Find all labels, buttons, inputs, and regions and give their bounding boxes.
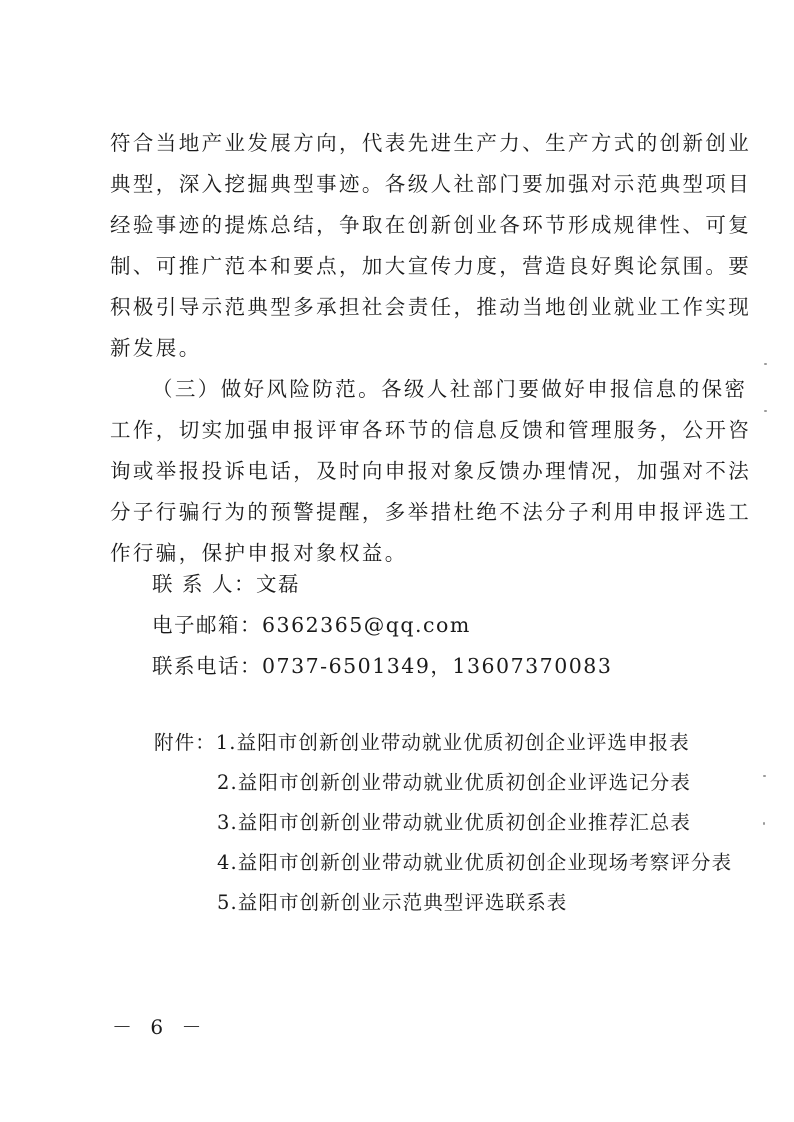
body-line: 询或举报投诉电话，及时向申报对象反馈办理情况，加强对不法	[110, 459, 752, 483]
attachment-item: 3.益阳市创新创业带动就业优质初创企业推荐汇总表	[217, 811, 692, 834]
scan-speck	[763, 775, 766, 777]
attachment-item: 5.益阳市创新创业示范典型评选联系表	[217, 891, 568, 914]
scan-speck	[763, 822, 765, 825]
page-number: － 6 －	[112, 1015, 208, 1039]
body-line: 制、可推广范本和要点，加大宣传力度，营造良好舆论氛围。要	[110, 254, 752, 278]
attachment-item: 4.益阳市创新创业带动就业优质初创企业现场考察评分表	[217, 851, 733, 874]
contact-person: 联 系 人：文磊	[152, 572, 301, 596]
contact-phone: 联系电话：0737-6501349，13607370083	[152, 654, 613, 678]
body-line: 分子行骗行为的预警提醒，多举措杜绝不法分子利用申报评选工	[110, 500, 752, 524]
body-line: 新发展。	[110, 336, 202, 360]
body-line: 符合当地产业发展方向，代表先进生产力、生产方式的创新创业	[110, 131, 752, 155]
body-line: 作行骗，保护申报对象权益。	[110, 541, 408, 565]
body-line: 典型，深入挖掘典型事迹。各级人社部门要加强对示范典型项目	[110, 172, 752, 196]
scan-speck	[764, 410, 767, 412]
attachment-item: 附件：1.益阳市创新创业带动就业优质初创企业评选申报表	[154, 731, 690, 754]
scan-speck	[764, 363, 767, 365]
body-line: 积极引导示范典型多承担社会责任，推动当地创业就业工作实现	[110, 295, 752, 319]
attachment-item: 2.益阳市创新创业带动就业优质初创企业评选记分表	[217, 771, 692, 794]
section-heading-line: （三）做好风险防范。各级人社部门要做好申报信息的保密	[152, 377, 748, 401]
contact-email: 电子邮箱：6362365@qq.com	[152, 613, 471, 637]
body-line: 经验事迹的提炼总结，争取在创新创业各环节形成规律性、可复	[110, 213, 752, 237]
body-line: 工作，切实加强申报评审各环节的信息反馈和管理服务，公开咨	[110, 418, 752, 442]
